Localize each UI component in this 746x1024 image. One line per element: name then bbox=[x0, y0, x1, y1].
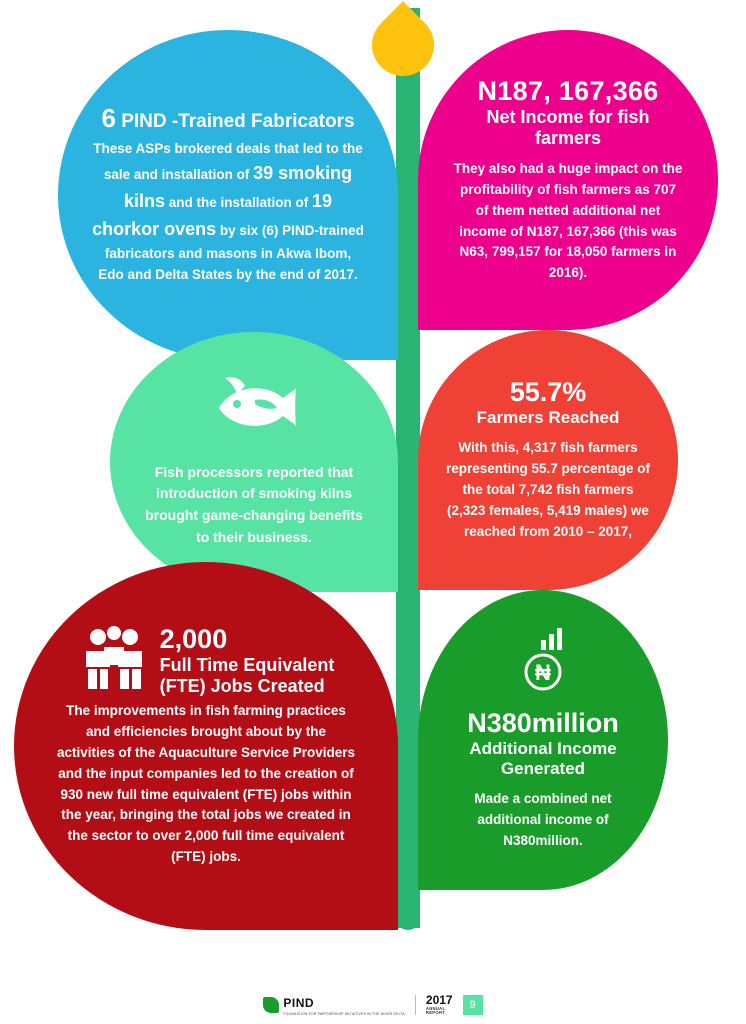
jobs-subhead-line1: Full Time Equivalent bbox=[159, 654, 335, 675]
footer-year-block bbox=[426, 994, 453, 1015]
net-income-body: They also had a huge impact on the profitability of fish farmers as 707 of them netted additional net income of N187, 167,366 (this was N63, 799,157 for 18,050 farmers in 2016). bbox=[453, 160, 683, 281]
leaf-fabricators bbox=[58, 30, 398, 360]
leaf-fish-processors bbox=[110, 332, 398, 592]
fish-icon bbox=[144, 376, 364, 436]
leaf-jobs-created bbox=[14, 562, 398, 930]
footer-report-line1: ANNUAL bbox=[425, 1005, 446, 1011]
jobs-subhead-line2: (FTE) Jobs Created bbox=[159, 675, 325, 696]
leaf-additional-income bbox=[418, 590, 668, 890]
additional-income-body: Made a combined net additional income of N380million. bbox=[474, 791, 612, 848]
footer-year: 2017 bbox=[425, 993, 453, 1008]
footer-divider bbox=[415, 995, 416, 1015]
fabricators-headline-text: PIND -Trained Fabricators bbox=[115, 111, 355, 133]
fabricators-headline bbox=[92, 104, 364, 133]
page-footer bbox=[0, 994, 746, 1016]
additional-income-subhead-line2: Generated bbox=[500, 759, 586, 779]
leaf-farmers-reached bbox=[418, 330, 678, 590]
jobs-number: 2,000 bbox=[159, 623, 228, 654]
processors-body: Fish processors reported that introduction of smoking kilns brought game-changing benefits to their business. bbox=[145, 463, 363, 545]
jobs-body: The improvements in fish farming practices and efficiencies brought about by the activities of the Aquaculture Service Providers and the input companies led to the creation of 930 new full time equivalent (FTE) jobs within the year, bringing the total jobs we created in the sector to over 2,000 full time equivalent (FTE) jobs. bbox=[56, 702, 356, 865]
net-income-subhead: Net Income for fish farmers bbox=[486, 106, 650, 148]
pind-mark-icon bbox=[263, 997, 279, 1013]
central-stem bbox=[396, 8, 420, 928]
additional-income-amount: N380million bbox=[467, 708, 619, 739]
stem-bottom-cap bbox=[396, 906, 420, 930]
fabricators-number: 6 bbox=[101, 103, 116, 134]
footer-report-line2: REPORT bbox=[425, 1010, 446, 1016]
additional-income-subhead-line1: Additional Income bbox=[469, 739, 617, 759]
fabricators-body: These ASPs brokered deals that led to the sale and installation of 39 smoking kilns and the installation of 19 chorkor ovens by six (6) PIND-trained fabricators and masons in Akwa Ibom, Edo and Delta States by the end of 2017. bbox=[92, 141, 364, 282]
net-income-amount: N187, 167,366 bbox=[477, 75, 659, 106]
farmers-reached-subhead: Farmers Reached bbox=[476, 408, 620, 428]
pind-logo-subtext: FOUNDATION FOR PARTNERSHIP INITIATIVES IN THE NIGER DELTA bbox=[283, 1012, 405, 1016]
naira-chart-icon bbox=[448, 628, 638, 694]
pind-logo-text: PIND bbox=[283, 996, 315, 1010]
page-number-badge: 9 bbox=[463, 995, 483, 1015]
svg-text:₦: ₦ bbox=[535, 660, 551, 686]
people-group-icon bbox=[78, 625, 150, 696]
leaf-net-income bbox=[418, 30, 718, 330]
farmers-reached-body: With this, 4,317 fish farmers representing 55.7 percentage of the total 7,742 fish farmers (2,323 females, 5,419 males) we reached from 2010 – 2017, bbox=[445, 440, 651, 539]
farmers-reached-percent: 55.7% bbox=[509, 377, 587, 408]
pind-logo bbox=[263, 994, 404, 1016]
